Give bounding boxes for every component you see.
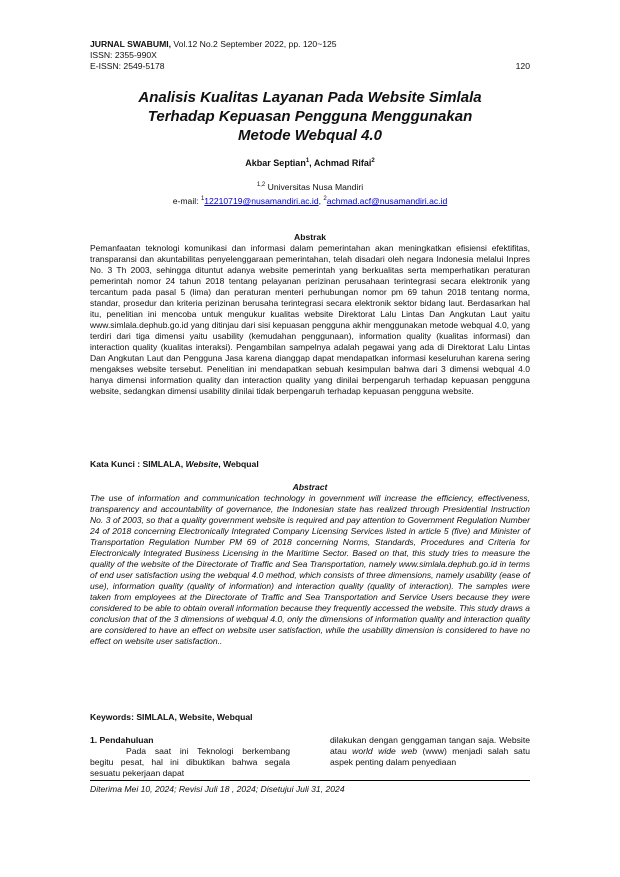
kata-kunci-label: Kata Kunci :: [90, 459, 143, 469]
affiliation-name: Universitas Nusa Mandiri: [265, 182, 364, 192]
title-line: Metode Webqual 4.0: [238, 127, 382, 144]
email-prefix: e-mail:: [172, 196, 201, 206]
intro-right-column: [330, 735, 530, 768]
title-line: Terhadap Kepuasan Pengguna Menggunakan: [147, 108, 473, 125]
author-name: Akbar Septian: [245, 158, 306, 168]
intro-text: (www) menjadi salah satu aspek penting dalam penyediaan: [330, 746, 530, 767]
intro-left-column: [90, 735, 290, 779]
authors: [90, 158, 530, 168]
affiliation-sup: 1,2: [256, 182, 266, 189]
page-number: 120: [515, 61, 530, 71]
keywords: Keywords: SIMLALA, Website, Webqual: [90, 712, 253, 722]
journal-name: JURNAL SWABUMI,: [90, 39, 172, 49]
email-sup: 2: [323, 196, 327, 203]
email-sup: 1: [200, 196, 205, 203]
received-dates: Diterima Mei 10, 2024; Revisi Juli 18 , 2024; Disetujui Juli 31, 2024: [90, 780, 530, 794]
journal-header: [90, 39, 337, 72]
abstract-heading: Abstract: [292, 482, 328, 492]
kata-kunci-value: , Webqual: [218, 459, 259, 469]
title-line: Analisis Kualitas Layanan Pada Website Simlala: [138, 89, 482, 106]
kata-kunci-value: SIMLALA,: [142, 459, 186, 469]
email-link[interactable]: 12210719@nusamandiri.ac.id: [204, 196, 319, 206]
intro-italic: world wide web: [352, 746, 418, 756]
author-sup: 1: [305, 158, 310, 164]
author-sup: 2: [371, 158, 375, 164]
abstract-body: The use of information and communication technology in government will increase the efficiency, effectiveness, transparency and accountability of governance, the Indonesian state has realized through Presidential Instruction No. 3 of 2003, so that a quality government website is required and pay attention to Government Regulation Number 24 of 2018 concerning Electronically Integrated Company Licensing Services listed in article 5 (five) and Minister of Transportation Regulation Number PM 69 of 2018 concerning Norms, Standards, Procedures and Criteria for Electronically Integrated Business Licensing in the Maritime Sector. Based on that, this study tries to measure the quality of the website of the Directorate of Traffic and Sea Transportation, namely www.simlala.dephub.go.id in terms of end user satisfaction using the webqual 4.0 method, which consists of three dimensions, namely usability (ease of use), information quality (quality of information) and interaction quality (quality of interaction). The samples were taken from employees at the Directorate of Traffic and Sea Transportation and Service Users because they were considered to be able to obtain overall information because they frequently accessed the website. This study draws a conclusion that of the 3 dimensions of webqual 4.0, only the dimensions of information quality and interaction quality are considered to have an effect on website user satisfaction, while the usability dimension is considered to have no effect on website user satisfaction..: [90, 493, 530, 646]
abstrak-body: Pemanfaatan teknologi komunikasi dan informasi dalam pemerintahan akan meningkatkan efisiensi efektifitas, transparansi dan akuntabilitas penyelenggaraan pemerintahan, telah disadari oleh negara Indonesia melalui Inpres No. 3 Th 2003, sehingga dituntut adanya website pemerintah yang berkualitas serta memperhatikan peraturan pemerintah nomor 24 tahun 2018 tentang pelayanan perizinan perusahaan terintegrasi secara elektronik yang tercantum pada pasal 5 (lima) dan peraturan menteri perhubungan nomor pm 69 tahun 2018 tentang norma, standar, prosedur dan kriteria perizinan berusaha terintegrasi secara elektronik sektor bidang laut. Berdasarkan hal itu, penelitian ini mencoba untuk mengukur kualitas website Direktorat Lalu Lintas Dan Angkutan Laut yaitu www.simlala.dephub.go.id yang ditinjau dari sisi kepuasan pengguna akhir menggunakan metode webqual 4.0, yang terdiri dari tiga dimensi yaitu usability (kemudahan penggunaan), information quality (kualitas informasi) dan interaction quality (kualitas interaksi). Pengambilan sampelnya adalah pegawai yang ada di Direktorat Lalu Lintas Dan Angkutan Laut dan Pengguna Jasa karena dianggap dapat mendapatkan informasi keseluruhan karena sering mengakses website tersebut. Penelitian ini mendapatkan sebuah kesimpulan bahwa dari 3 dimensi webqual 4.0 hanya dimensi information quality dan interaction quality yang dinilai berpengaruh terhadap kepuasan pengguna website, sedangkan dimensi usability dinilai tidak berpengaruh terhadap kepuasan pengguna website.: [90, 243, 530, 396]
eissn: E-ISSN: 2549-5178: [90, 61, 165, 71]
intro-paragraph: [90, 746, 290, 779]
author-separator: ,: [309, 158, 314, 168]
email-line: [90, 196, 530, 206]
intro-text: dilakukan dengan genggaman tangan saja. Website atau: [330, 735, 530, 756]
affiliation: [90, 182, 530, 192]
author-name: Achmad Rifai: [313, 158, 372, 168]
journal-issue: Vol.12 No.2 September 2022, pp. 120~125: [171, 39, 337, 49]
paper-title: [90, 88, 530, 145]
kata-kunci: [90, 459, 530, 469]
email-link[interactable]: achmad.acf@nusamandiri.ac.id: [326, 196, 448, 206]
kata-kunci-value: Website: [185, 459, 219, 469]
intro-text: Pada saat ini Teknologi berkembang begitu pesat, hal ini dibuktikan bahwa segala sesuatu pekerjaan dapat: [90, 746, 290, 778]
issn: ISSN: 2355-990X: [90, 50, 157, 60]
abstrak-heading: Abstrak: [294, 232, 326, 242]
journal-citation: [90, 39, 337, 50]
section-heading: 1. Pendahuluan: [90, 735, 154, 745]
email-separator: ,: [318, 196, 324, 206]
